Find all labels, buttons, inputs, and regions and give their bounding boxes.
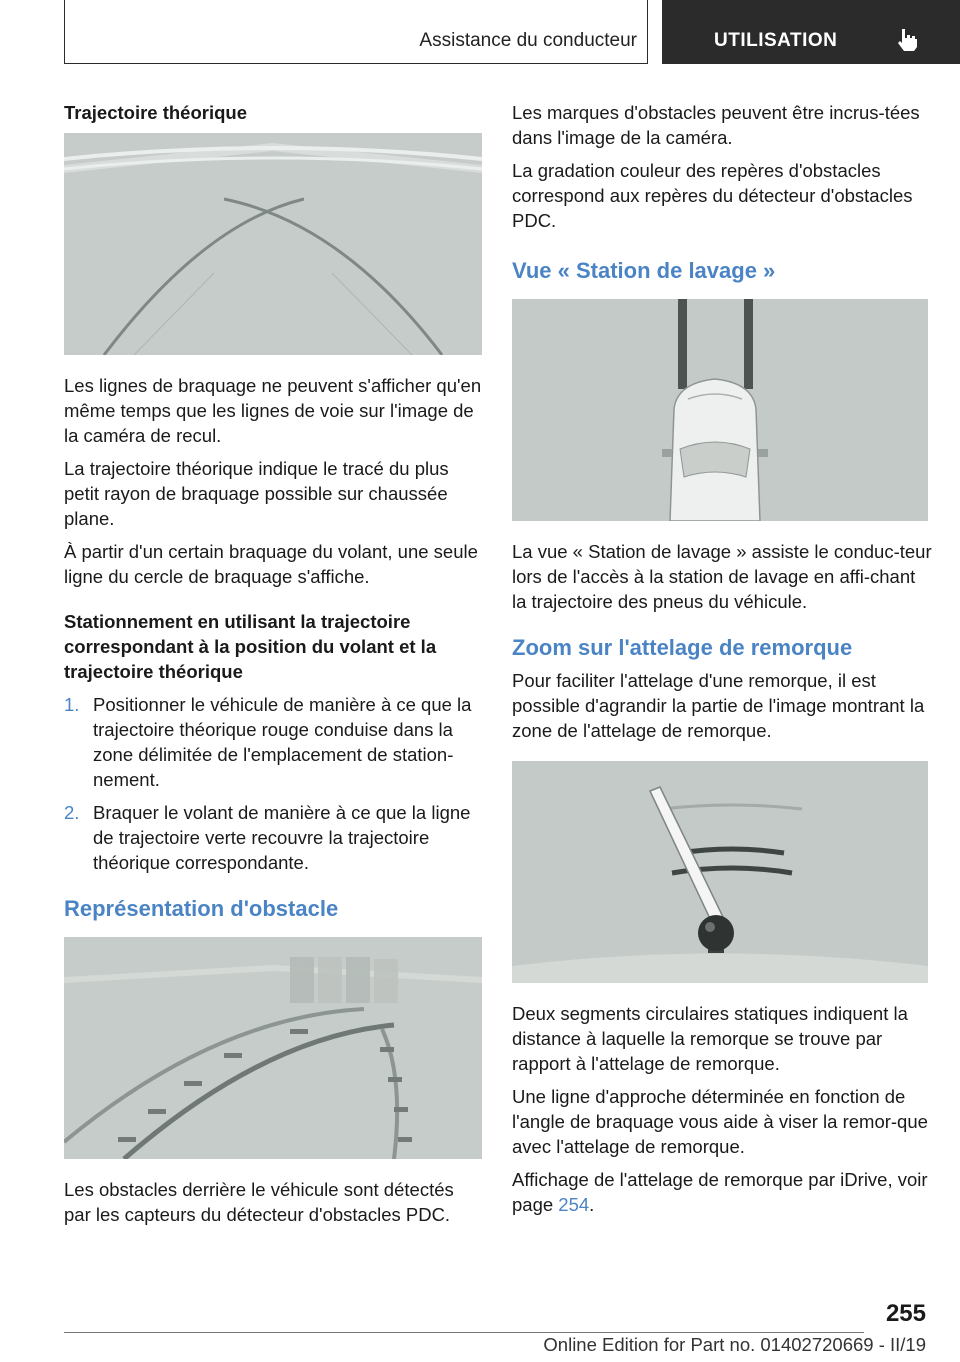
paragraph-trailer-intro: Pour faciliter l'attelage d'une remorque, il est possible d'agrandir la partie de l'image montrant la zone de l'attelage de remorque.	[512, 670, 925, 741]
figure-theoretical-trajectory	[64, 133, 482, 355]
step-text: Positionner le véhicule de manière à ce que la trajectoire théorique rouge conduise dans la zone délimitée de l'emplacement de station-nement.	[93, 694, 472, 790]
idrive-reference-text: Affichage de l'attelage de remorque par iDrive, voir page	[512, 1169, 928, 1215]
header-section-box	[64, 0, 648, 64]
paragraph-obstacles-detected: Les obstacles derrière le véhicule sont détectés par les capteurs du détecteur d'obstacles PDC.	[64, 1179, 454, 1225]
figure-obstacle-display	[64, 937, 482, 1159]
paragraph-car-wash: La vue « Station de lavage » assiste le conduc-teur lors de l'accès à la station de lavage en affi-chant la trajectoire des pneus du véhicule.	[512, 541, 932, 612]
right-column	[512, 100, 932, 1225]
heading-obstacle: Représentation d'obstacle	[64, 896, 339, 921]
paragraph-circular-segments: Deux segments circulaires statiques indiquent la distance à laquelle la remorque se trouve par rapport à l'attelage de remorque.	[512, 1003, 908, 1074]
paragraph-lines: Les lignes de braquage ne peuvent s'afficher qu'en même temps que les lignes de voie sur l'image de la caméra de recul.	[64, 375, 482, 446]
heading-car-wash: Vue « Station de lavage »	[512, 258, 776, 283]
step-text: Braquer le volant de manière à ce que la ligne de trajectoire verte recouvre la trajectoire théorique correspondante.	[93, 802, 471, 873]
heading-trailer-zoom: Zoom sur l'attelage de remorque	[512, 635, 853, 660]
left-column	[64, 100, 482, 1235]
parking-steps-list	[64, 692, 482, 875]
footer-divider	[64, 1332, 864, 1333]
paragraph-color-gradation: La gradation couleur des repères d'obstacles correspond aux repères du détecteur d'obstacles PDC.	[512, 160, 913, 231]
heading-parking: Stationnement en utilisant la trajectoire correspondant à la position du volant et la trajectoire théorique	[64, 611, 437, 682]
header-chapter-tab[interactable]	[662, 0, 960, 64]
step-number: 1.	[64, 694, 80, 715]
idrive-reference-end: .	[589, 1194, 595, 1215]
list-item	[64, 800, 482, 875]
paragraph-obstacle-marks: Les marques d'obstacles peuvent être incrus-tées dans l'image de la caméra.	[512, 102, 920, 148]
list-item	[64, 692, 482, 792]
paragraph-approach-line: Une ligne d'approche déterminée en fonction de l'angle de braquage vous aide à viser la remor-que avec l'attelage de remorque.	[512, 1086, 928, 1157]
paragraph-radius: La trajectoire théorique indique le tracé du plus petit rayon de braquage possible sur chaussée plane.	[64, 458, 449, 529]
figure-car-wash-view	[512, 299, 928, 521]
page-link[interactable]: 254	[558, 1194, 590, 1215]
paragraph-idrive-reference	[512, 1167, 932, 1217]
header-section-title: Assistance du conducteur	[419, 30, 637, 51]
figure-trailer-hitch-zoom	[512, 761, 928, 983]
footer-edition: Online Edition for Part no. 01402720669 - II/19	[543, 1334, 926, 1355]
header-chapter-label: UTILISATION	[714, 30, 838, 51]
step-number: 2.	[64, 802, 80, 823]
hand-pointer-icon	[894, 25, 922, 53]
heading-trajectory: Trajectoire théorique	[64, 102, 247, 123]
paragraph-single-line: À partir d'un certain braquage du volant, une seule ligne du cercle de braquage s'affiche.	[64, 541, 478, 587]
page-number: 255	[885, 1300, 926, 1327]
